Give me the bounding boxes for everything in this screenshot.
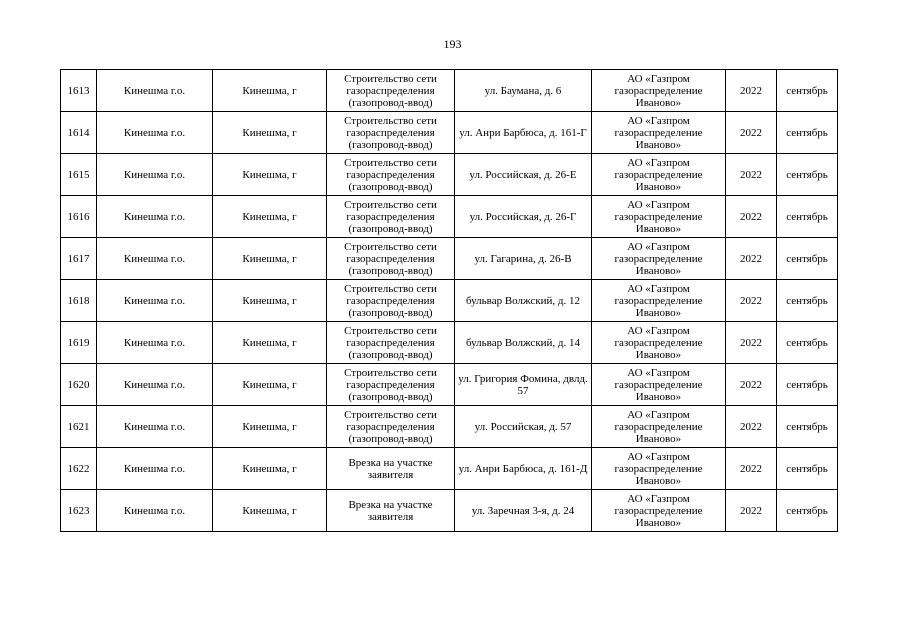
organization-cell: АО «Газпром газораспределение Иваново» xyxy=(592,448,726,490)
settlement-cell: Кинешма, г xyxy=(213,406,327,448)
year-cell: 2022 xyxy=(726,196,777,238)
row-number-cell: 1616 xyxy=(61,196,97,238)
address-cell: ул. Российская, д. 57 xyxy=(455,406,592,448)
table-row xyxy=(61,280,838,322)
month-cell: сентябрь xyxy=(777,448,838,490)
month-cell: сентябрь xyxy=(777,70,838,112)
row-number-cell: 1622 xyxy=(61,448,97,490)
row-number-cell: 1619 xyxy=(61,322,97,364)
row-number-cell: 1617 xyxy=(61,238,97,280)
table-row xyxy=(61,406,838,448)
organization-cell: АО «Газпром газораспределение Иваново» xyxy=(592,322,726,364)
address-cell: ул. Гагарина, д. 26-В xyxy=(455,238,592,280)
settlement-cell: Кинешма, г xyxy=(213,364,327,406)
address-cell: бульвар Волжский, д. 14 xyxy=(455,322,592,364)
work-type-cell: Строительство сети газораспределения (газопровод-ввод) xyxy=(327,280,455,322)
row-number-cell: 1614 xyxy=(61,112,97,154)
organization-cell: АО «Газпром газораспределение Иваново» xyxy=(592,70,726,112)
district-cell: Кинешма г.о. xyxy=(97,448,213,490)
district-cell: Кинешма г.о. xyxy=(97,154,213,196)
page-number: 193 xyxy=(443,37,462,51)
row-number-cell: 1613 xyxy=(61,70,97,112)
settlement-cell: Кинешма, г xyxy=(213,280,327,322)
table-row xyxy=(61,196,838,238)
month-cell: сентябрь xyxy=(777,490,838,532)
year-cell: 2022 xyxy=(726,154,777,196)
district-cell: Кинешма г.о. xyxy=(97,70,213,112)
address-cell: ул. Российская, д. 26-Г xyxy=(455,196,592,238)
month-cell: сентябрь xyxy=(777,238,838,280)
work-type-cell: Строительство сети газораспределения (газопровод-ввод) xyxy=(327,112,455,154)
address-cell: ул. Заречная 3-я, д. 24 xyxy=(455,490,592,532)
organization-cell: АО «Газпром газораспределение Иваново» xyxy=(592,238,726,280)
table-row xyxy=(61,322,838,364)
district-cell: Кинешма г.о. xyxy=(97,238,213,280)
month-cell: сентябрь xyxy=(777,322,838,364)
work-type-cell: Врезка на участке заявителя xyxy=(327,448,455,490)
district-cell: Кинешма г.о. xyxy=(97,364,213,406)
work-type-cell: Строительство сети газораспределения (газопровод-ввод) xyxy=(327,238,455,280)
row-number-cell: 1620 xyxy=(61,364,97,406)
year-cell: 2022 xyxy=(726,280,777,322)
settlement-cell: Кинешма, г xyxy=(213,70,327,112)
table-row xyxy=(61,448,838,490)
address-cell: ул. Баумана, д. 6 xyxy=(455,70,592,112)
settlement-cell: Кинешма, г xyxy=(213,154,327,196)
address-cell: ул. Анри Барбюса, д. 161-Г xyxy=(455,112,592,154)
year-cell: 2022 xyxy=(726,448,777,490)
table-row xyxy=(61,154,838,196)
work-type-cell: Строительство сети газораспределения (газопровод-ввод) xyxy=(327,406,455,448)
month-cell: сентябрь xyxy=(777,280,838,322)
settlement-cell: Кинешма, г xyxy=(213,112,327,154)
work-type-cell: Строительство сети газораспределения (газопровод-ввод) xyxy=(327,322,455,364)
organization-cell: АО «Газпром газораспределение Иваново» xyxy=(592,490,726,532)
organization-cell: АО «Газпром газораспределение Иваново» xyxy=(592,406,726,448)
work-type-cell: Строительство сети газораспределения (газопровод-ввод) xyxy=(327,364,455,406)
year-cell: 2022 xyxy=(726,490,777,532)
year-cell: 2022 xyxy=(726,70,777,112)
month-cell: сентябрь xyxy=(777,196,838,238)
month-cell: сентябрь xyxy=(777,364,838,406)
year-cell: 2022 xyxy=(726,322,777,364)
settlement-cell: Кинешма, г xyxy=(213,238,327,280)
organization-cell: АО «Газпром газораспределение Иваново» xyxy=(592,112,726,154)
organization-cell: АО «Газпром газораспределение Иваново» xyxy=(592,154,726,196)
settlement-cell: Кинешма, г xyxy=(213,196,327,238)
month-cell: сентябрь xyxy=(777,406,838,448)
address-cell: ул. Анри Барбюса, д. 161-Д xyxy=(455,448,592,490)
row-number-cell: 1615 xyxy=(61,154,97,196)
year-cell: 2022 xyxy=(726,364,777,406)
year-cell: 2022 xyxy=(726,406,777,448)
district-cell: Кинешма г.о. xyxy=(97,196,213,238)
organization-cell: АО «Газпром газораспределение Иваново» xyxy=(592,280,726,322)
table-row xyxy=(61,364,838,406)
row-number-cell: 1621 xyxy=(61,406,97,448)
table-row xyxy=(61,70,838,112)
year-cell: 2022 xyxy=(726,112,777,154)
gas-works-table xyxy=(60,69,838,532)
settlement-cell: Кинешма, г xyxy=(213,490,327,532)
row-number-cell: 1618 xyxy=(61,280,97,322)
address-cell: ул. Российская, д. 26-Е xyxy=(455,154,592,196)
month-cell: сентябрь xyxy=(777,112,838,154)
work-type-cell: Строительство сети газораспределения (газопровод-ввод) xyxy=(327,154,455,196)
work-type-cell: Строительство сети газораспределения (газопровод-ввод) xyxy=(327,196,455,238)
table-row xyxy=(61,112,838,154)
address-cell: бульвар Волжский, д. 12 xyxy=(455,280,592,322)
table-row xyxy=(61,490,838,532)
table-row xyxy=(61,238,838,280)
district-cell: Кинешма г.о. xyxy=(97,280,213,322)
year-cell: 2022 xyxy=(726,238,777,280)
row-number-cell: 1623 xyxy=(61,490,97,532)
district-cell: Кинешма г.о. xyxy=(97,322,213,364)
district-cell: Кинешма г.о. xyxy=(97,112,213,154)
district-cell: Кинешма г.о. xyxy=(97,490,213,532)
district-cell: Кинешма г.о. xyxy=(97,406,213,448)
organization-cell: АО «Газпром газораспределение Иваново» xyxy=(592,364,726,406)
settlement-cell: Кинешма, г xyxy=(213,448,327,490)
table-body xyxy=(61,70,838,532)
work-type-cell: Врезка на участке заявителя xyxy=(327,490,455,532)
work-type-cell: Строительство сети газораспределения (газопровод-ввод) xyxy=(327,70,455,112)
address-cell: ул. Григория Фомина, двлд. 57 xyxy=(455,364,592,406)
settlement-cell: Кинешма, г xyxy=(213,322,327,364)
organization-cell: АО «Газпром газораспределение Иваново» xyxy=(592,196,726,238)
month-cell: сентябрь xyxy=(777,154,838,196)
